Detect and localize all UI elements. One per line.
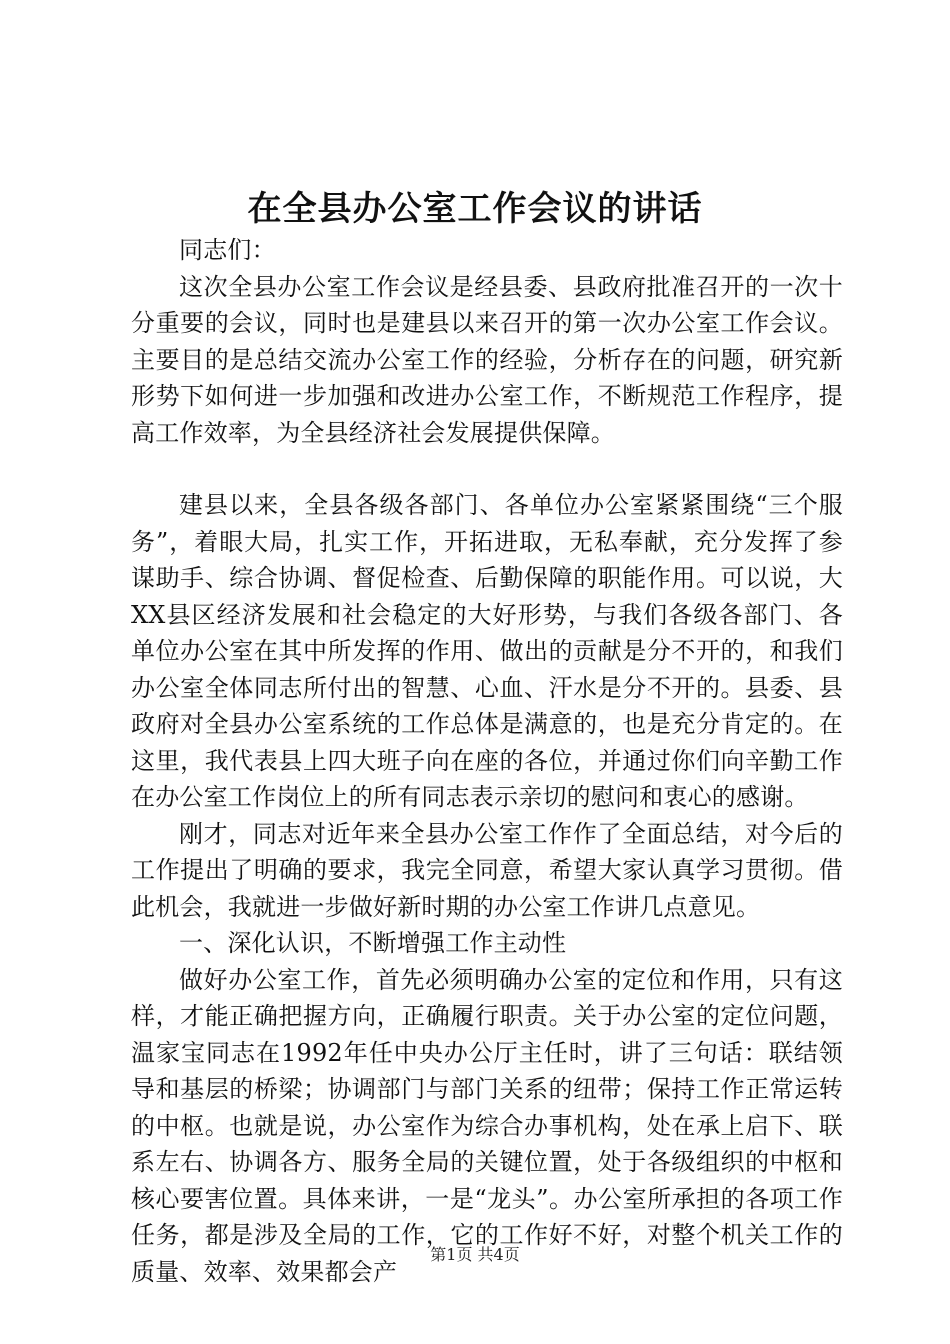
body-paragraph: 做好办公室工作，首先必须明确办公室的定位和作用，只有这样，才能正确把握方向，正确履行职责。关于办公室的定位问题，温家宝同志在1992年任中央办公厅主任时，讲了三句话：联结领导和基层的桥梁；协调部门与部门关系的纽带；保持工作正常运转的中枢。也就是说，办公室作为综合办事机构，处在承上启下、联系左右、协调各方、服务全局的关键位置，处于各级组织的中枢和核心要害位置。具体来讲，一是“龙头”。办公室所承担的各项工作任务，都是涉及全局的工作，它的工作好不好，对整个机关工作的质量、效率、效果都会产: [131, 965, 843, 1286]
body-paragraph: 建县以来，全县各级各部门、各单位办公室紧紧围绕“三个服务”，着眼大局，扎实工作，开拓进取，无私奉献，充分发挥了参谋助手、综合协调、督促检查、后勤保障的职能作用。可以说，大XX县区经济发展和社会稳定的大好形势，与我们各级各部门、各单位办公室在其中所发挥的作用、做出的贡献是分不开的，和我们办公室全体同志所付出的智慧、心血、汗水是分不开的。县委、县政府对全县办公室系统的工作总体是满意的，也是充分肯定的。在这里，我代表县上四大班子向在座的各位，并通过你们向辛勤工作在办公室工作岗位上的所有同志表示亲切的慰问和衷心的感谢。: [131, 491, 843, 811]
document-title: 在全县办公室工作会议的讲话: [247, 189, 703, 229]
salutation-paragraph: 同志们：: [179, 236, 276, 264]
document-body: [131, 232, 843, 1290]
section-heading: 一、深化认识，不断增强工作主动性: [179, 929, 567, 957]
page-footer: 第1页 共4页: [430, 1245, 520, 1264]
body-paragraph: 刚才，同志对近年来全县办公室工作作了全面总结，对今后的工作提出了明确的要求，我完全同意，希望大家认真学习贯彻。借此机会，我就进一步做好新时期的办公室工作讲几点意见。: [131, 819, 843, 921]
body-paragraph: 这次全县办公室工作会议是经县委、县政府批准召开的一次十分重要的会议，同时也是建县以来召开的第一次办公室工作会议。主要目的是总结交流办公室工作的经验，分析存在的问题，研究新形势下如何进一步加强和改进办公室工作，不断规范工作程序，提高工作效率，为全县经济社会发展提供保障。: [131, 272, 843, 447]
